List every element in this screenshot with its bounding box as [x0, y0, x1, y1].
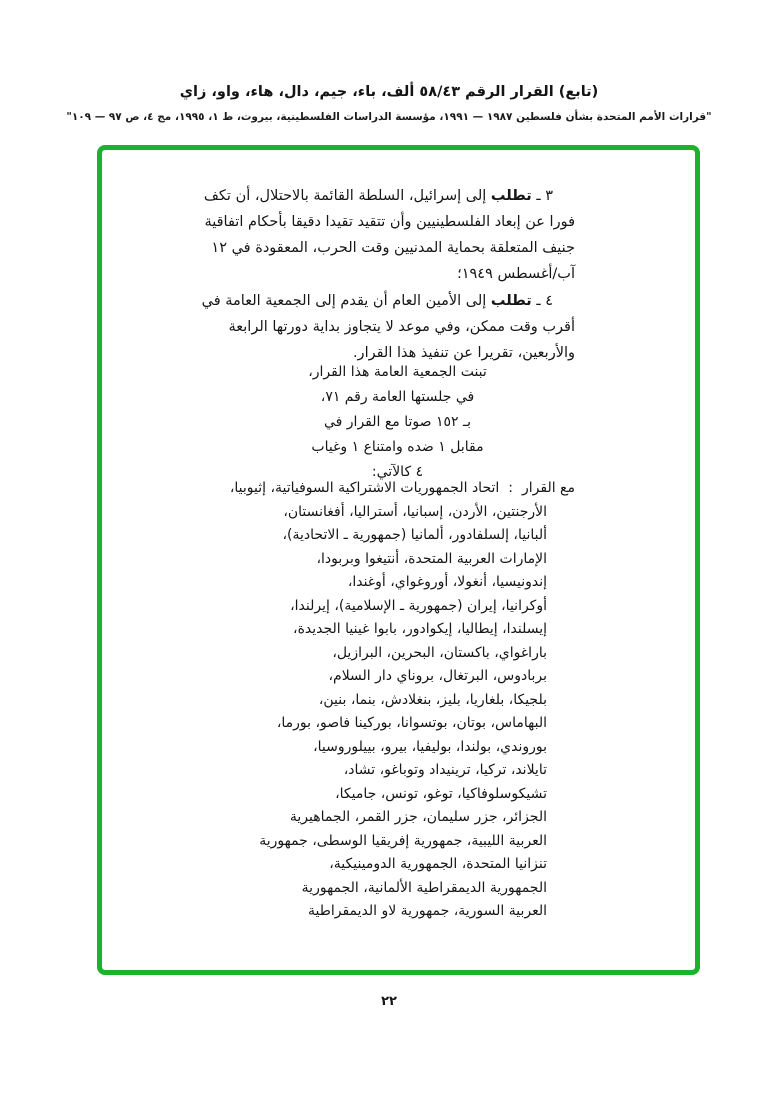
country-line: ألبانيا، إلسلفادور، ألمانيا (جمهورية ـ الاتحادية)، — [282, 527, 547, 543]
country-line: الجزائر، جزر سليمان، جزر القمر، الجماهيرية — [289, 809, 547, 825]
text-line: جنيف المتعلقة بحماية المدنيين وقت الحرب، المعقودة في ١٢ — [211, 240, 575, 256]
vote-line: مقابل ١ ضده وامتناع ١ وغياب — [311, 439, 484, 455]
country-line: باراغواي، باكستان، البحرين، البرازيل، — [332, 644, 547, 661]
vote-record — [300, 360, 495, 485]
country-line: اتحاد الجمهوريات الاشتراكية السوفياتية، إثيوبيا، — [229, 480, 500, 496]
page-number: ٢٢ — [381, 994, 397, 1009]
line-text: إلى إسرائيل، السلطة القائمة بالاحتلال، أن تكف — [203, 188, 487, 204]
country-line: العربية السورية، جمهورية لاو الديمقراطية — [307, 903, 547, 919]
country-line: بلجيكا، بلغاريا، بليز، بنغلادش، بنما، بنين، — [318, 691, 547, 708]
paragraph-3 — [203, 183, 575, 287]
country-line: العربية الليبية، جمهورية إفريقيا الوسطى، جمهورية — [259, 832, 547, 849]
country-line: بربادوس، البرتغال، بروناي دار السلام، — [328, 668, 547, 684]
vote-line: بـ ١٥٢ صوتا مع القرار في — [323, 414, 472, 430]
in-favor-label: مع القرار — [521, 480, 575, 496]
text-line: آب/أغسطس ١٩٤٩؛ — [457, 266, 575, 282]
country-line: الإمارات العربية المتحدة، أنتيغوا وبربودا، — [316, 550, 547, 567]
paragraph-4 — [201, 288, 575, 366]
header-source-citation: "قرارات الأمم المتحدة بشأن فلسطين ١٩٨٧ — ١٩٩١، مؤسسة الدراسات الفلسطينية، بيروت، ط ١، ١٩٩٥، مج ٤، ص ٩٧ — ١٠٩" — [66, 111, 712, 123]
country-line: إندونيسيا، أنغولا، أوروغواي، أوغندا، — [347, 574, 547, 590]
text-line: والأربعين، تقريرا عن تنفيذ هذا القرار. — [352, 345, 575, 361]
in-favor-list — [205, 477, 575, 924]
country-line: تنزانيا المتحدة، الجمهورية الدومينيكية، — [329, 856, 547, 872]
green-frame — [97, 145, 700, 975]
label-colon: : — [508, 480, 513, 496]
country-line: تايلاند، تركيا، ترينيداد وتوباغو، تشاد، — [343, 762, 547, 778]
country-line: أوكرانيا، إيران (جمهورية ـ الإسلامية)، إيرلندا، — [290, 597, 547, 614]
paragraph-number: ٤ ـ — [536, 293, 553, 309]
vote-line: في جلستها العامة رقم ٧١، — [320, 389, 475, 405]
paragraph-number: ٣ ـ — [536, 188, 553, 204]
text-line: فورا عن إبعاد الفلسطينيين وأن تتقيد تقيدا دقيقا بأحكام اتفاقية — [204, 214, 575, 230]
country-line: إيسلندا، إيطاليا، إيكوادور، بابوا غينيا الجديدة، — [293, 621, 547, 637]
country-line: البهاماس، بوتان، بوتسوانا، بوركينا فاصو، بورما، — [276, 715, 547, 731]
text-line: أقرب وقت ممكن، وفي موعد لا يتجاوز بداية دورتها الرابعة — [228, 319, 575, 335]
operative-verb: تطلب — [490, 188, 532, 204]
vote-line: تبنت الجمعية العامة هذا القرار، — [308, 364, 487, 380]
in-favor-label-row — [205, 477, 575, 501]
line-text: إلى الأمين العام أن يقدم إلى الجمعية العامة في — [201, 293, 487, 309]
vote-line: ٤ كالآتي: — [371, 464, 424, 480]
country-line: تشيكوسلوفاكيا، توغو، تونس، جاميكا، — [335, 785, 547, 802]
country-line: الأرجنتين، الأردن، إسبانيا، أستراليا، أفغانستان، — [283, 503, 547, 520]
header-resolution-title: (تابع) القرار الرقم ٥٨/٤٣ ألف، باء، جيم، دال، هاء، واو، زاي — [179, 84, 599, 100]
country-line: بوروندي، بولندا، بوليفيا، بيرو، بييلوروسيا، — [313, 738, 547, 755]
text-line — [203, 183, 575, 209]
text-line — [201, 288, 575, 314]
operative-verb: تطلب — [490, 293, 532, 309]
country-line: الجمهورية الديمقراطية الألمانية، الجمهورية — [301, 879, 547, 896]
